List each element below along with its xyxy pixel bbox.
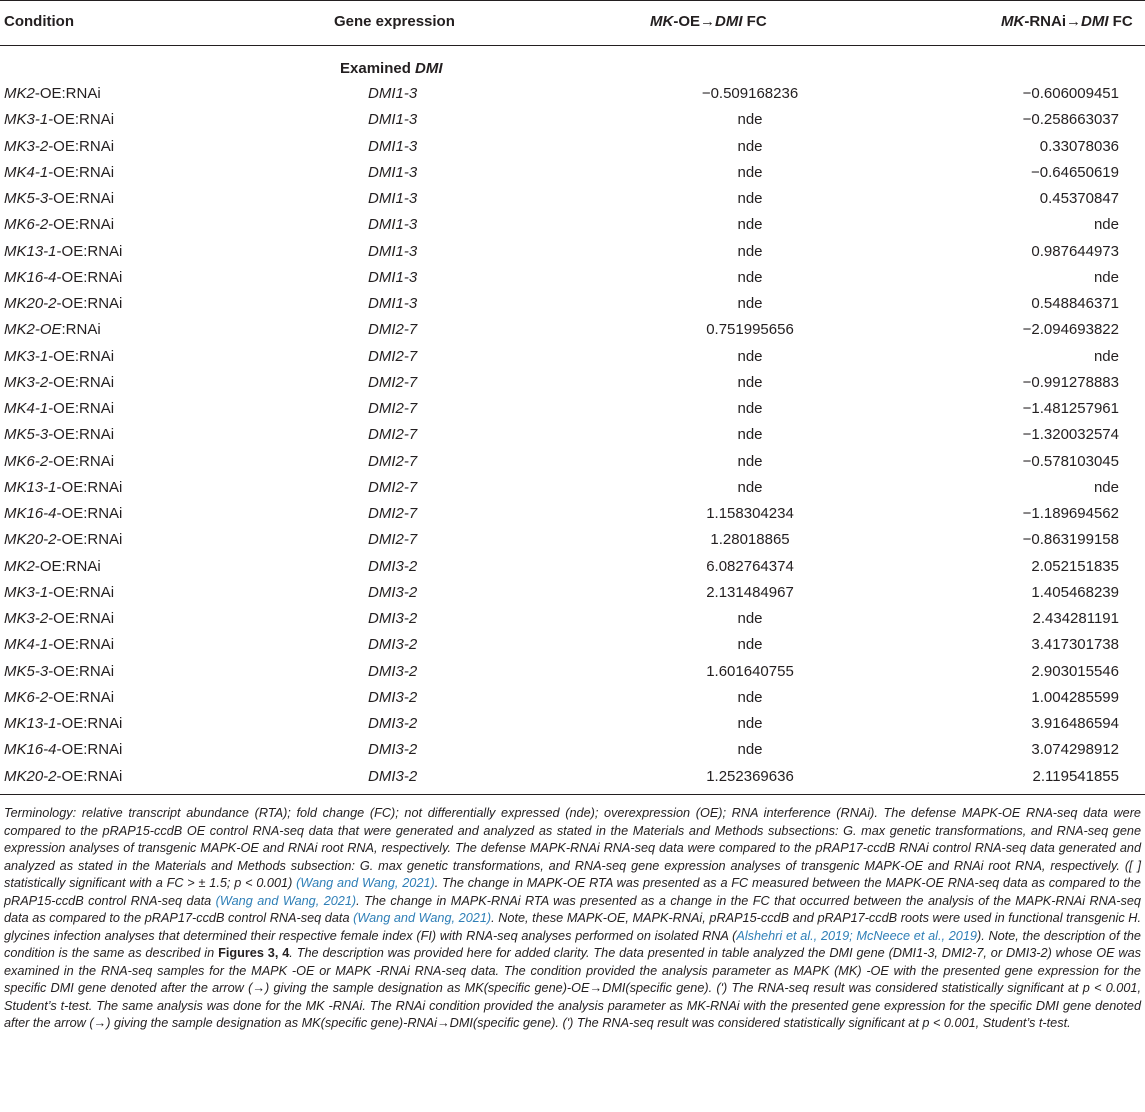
cell-oe-fc: nde [737,190,763,207]
cell-gene-expression: DMI3-2 [368,767,418,785]
cell-oe-fc: nde [737,163,763,181]
table-row [0,502,1145,527]
cell-condition: MK3-1-OE:RNAi [4,583,115,601]
table-row [0,135,1145,160]
cell-rnai-fc: 2.903015546 [1031,662,1119,680]
cell-gene-expression: DMI1-3 [368,85,418,102]
citation-link[interactable]: (Wang and Wang, 2021) [353,911,492,925]
cell-rnai-fc: 2.434281191 [1032,610,1119,627]
cell-rnai-fc: nde [1093,347,1119,365]
cell-oe-fc: 0.751995656 [706,321,794,339]
cell-rnai-fc: nde [1093,216,1119,234]
table-row [0,345,1145,370]
cell-gene-expression: DMI3-2 [368,688,418,706]
cell-condition: MK2-OE:RNAi [4,85,101,102]
cell-condition: MK3-2-OE:RNAi [4,610,115,627]
table-bottom-rule [0,794,1145,795]
citation-link[interactable]: Alshehri et al., 2019; McNeece et al., 2019 [736,928,977,943]
cell-condition: MK13-1-OE:RNAi [4,715,123,732]
cell-condition: MK16-4-OE:RNAi [4,268,123,286]
table-row [0,213,1145,238]
cell-rnai-fc: nde [1093,268,1119,286]
cell-rnai-fc: −0.258663037 [1022,111,1119,129]
subheader-examined-dmi: Examined DMI [340,60,443,77]
table-row [0,187,1145,212]
cell-gene-expression: DMI1-3 [368,190,418,207]
cell-oe-fc: nde [737,715,763,732]
cell-oe-fc: nde [737,426,763,444]
cell-rnai-fc: −0.606009451 [1022,85,1119,102]
cell-oe-fc: nde [737,111,763,129]
table-footnote: Terminology: relative transcript abundance (RTA); fold change (FC); not differentially expressed (nde); overexpression (OE); RNA interference (RNAi). The defense MAPK-OE RNA-seq data were compared to the pRAP15-ccdB OE control RNA-seq data that were generated and analyzed as stated in the Materials and Methods subsections: G. max genetic transformations, and RNA-seq gene expression analyses of transgenic MAPK-OE and RNAi root RNA, respectively. The defense MAPK-RNAi RNA-seq data were compared to the pRAP17-ccdB RNAi control RNA-seq data generated and analyzed as stated in the Materials and Methods subsection: G. max genetic transformations, and RNA-seq gene expression analyses of transgenic MAPK-OE and RNAi root RNA, respectively. ([ ] statistically significant with a FC > ± 1.5; p < 0.001) (Wang and Wang, 2021). The change in MAPK-OE RTA was presented as a FC measured between the MAPK-OE RNA-seq data as compared to the pRAP15-ccdB control RNA-seq data (Wang and Wang, 2021). The change in MAPK-RNAi RTA was presented as a change in the FC that occurred between the analysis of the MAPK-RNAi RNA-seq data as compared to the pRAP17-ccdB control RNA-seq data (Wang and Wang, 2021). Note, these MAPK-OE, MAPK-RNAi, pRAP15-ccdB and pRAP17-ccdB roots were used in functional transgenic H. glycines infection analyses that determined their respective female index (FI) with RNA-seq analyses performed on isolated RNA (Alshehri et al., 2019; McNeece et al., 2019). Note, the description of the condition is the same as described in Figures 3, 4. The description was provided here for added clarity. The data presented in table analyzed the DMI gene (DMI1-3, DMI2-7, or DMI3-2) whose OE was examined in the RNA-seq samples for the MAPK -OE or MAPK -RNAi RNA-seq data. The condition provided the analysis parameter as MAPK (MK) -OE with the presented gene expression for the specific DMI gene denoted after the arrow (→) giving the sample designation as MK(specific gene)-OE→DMI(specific gene). (ʹ) The RNA-seq result was considered statistically significant at p < 0.001, Student’s t-test. The same analysis was done for the MK -RNAi. The RNAi condition provided the analysis parameter as MK-RNAi with the presented gene expression for the specific DMI gene denoted after the arrow (→) giving the sample designation as MK(specific gene)-RNAi→DMI(specific gene). (ʹ) The RNA-seq result was considered statistically significant at p < 0.001, Student’s t-test. [4,806,1141,1030]
cell-gene-expression: DMI2-7 [368,505,418,522]
cell-rnai-fc: 1.004285599 [1031,688,1119,706]
cell-condition: MK16-4-OE:RNAi [4,741,123,759]
cell-oe-fc: nde [737,268,763,286]
table-row [0,476,1145,501]
cell-gene-expression: DMI3-2 [368,557,418,575]
table-row [0,240,1145,265]
cell-oe-fc: 1.601640755 [706,662,794,680]
cell-rnai-fc: 2.119541855 [1032,767,1119,785]
cell-oe-fc: nde [737,295,763,312]
cell-condition: MK5-3-OE:RNAi [4,426,115,444]
table-row [0,371,1145,396]
cell-gene-expression: DMI2-7 [368,531,418,549]
cell-condition: MK6-2-OE:RNAi [4,452,115,470]
cell-gene-expression: DMI2-7 [368,373,418,391]
citation-link[interactable]: (Wang and Wang, 2021) [296,876,435,890]
cell-oe-fc: nde [737,741,763,759]
cell-condition: MK4-1-OE:RNAi [4,400,115,417]
cell-condition: MK4-1-OE:RNAi [4,163,115,181]
cell-oe-fc: nde [737,347,763,365]
table-row [0,266,1145,291]
cell-gene-expression: DMI1-3 [368,216,418,234]
cell-gene-expression: DMI1-3 [368,268,418,286]
cell-condition: MK3-2-OE:RNAi [4,137,115,155]
table-row [0,765,1145,790]
cell-gene-expression: DMI2-7 [368,452,418,470]
cell-gene-expression: DMI3-2 [368,715,418,732]
cell-condition: MK6-2-OE:RNAi [4,688,115,706]
cell-condition: MK13-1-OE:RNAi [4,478,123,496]
table-row [0,633,1145,658]
cell-rnai-fc: 3.074298912 [1031,741,1119,759]
table-row [0,607,1145,632]
table-row [0,108,1145,133]
cell-gene-expression: DMI3-2 [368,636,418,654]
cell-rnai-fc: 2.052151835 [1031,557,1119,575]
cell-gene-expression: DMI2-7 [368,400,418,417]
cell-gene-expression: DMI1-3 [368,163,418,181]
cell-gene-expression: DMI2-7 [368,321,418,339]
cell-gene-expression: DMI3-2 [368,583,418,601]
cell-oe-fc: nde [737,688,763,706]
cell-rnai-fc: 0.548846371 [1031,295,1119,312]
cell-rnai-fc: −0.863199158 [1022,531,1119,549]
cell-condition: MK20-2-OE:RNAi [4,767,123,785]
cell-rnai-fc: 3.916486594 [1031,715,1119,732]
cell-rnai-fc: −1.189694562 [1022,505,1119,522]
cell-rnai-fc: −0.64650619 [1030,163,1119,181]
cell-oe-fc: nde [737,452,763,470]
table-row [0,528,1145,553]
cell-oe-fc: nde [737,373,763,391]
table-row [0,686,1145,711]
cell-gene-expression: DMI3-2 [368,610,418,627]
header-oe-fc: MK-OE→DMI FC [650,13,767,30]
header-gene-expression: Gene expression [334,13,455,30]
cell-gene-expression: DMI3-2 [368,662,418,680]
cell-oe-fc: 1.28018865 [710,531,790,549]
cell-rnai-fc: 0.45370847 [1039,190,1119,207]
cell-gene-expression: DMI3-2 [368,741,418,759]
cell-rnai-fc: 3.417301738 [1031,636,1119,654]
header-condition: Condition [4,13,74,30]
table-row [0,712,1145,737]
table-header-rule [0,45,1145,46]
figure-reference[interactable]: Figures 3, 4 [218,946,290,960]
cell-oe-fc: nde [737,137,763,155]
table-row [0,161,1145,186]
cell-rnai-fc: −1.481257961 [1022,400,1119,417]
cell-oe-fc: nde [737,242,763,260]
cell-gene-expression: DMI1-3 [368,242,418,260]
table-row [0,450,1145,475]
table-top-rule [0,0,1145,1]
table-row [0,82,1145,107]
cell-gene-expression: DMI1-3 [368,137,418,155]
cell-condition: MK2-OE:RNAi [4,557,101,575]
cell-condition: MK20-2-OE:RNAi [4,531,123,549]
table-row [0,581,1145,606]
table-row [0,738,1145,763]
cell-rnai-fc: 0.987644973 [1031,242,1119,260]
cell-condition: MK3-2-OE:RNAi [4,373,115,391]
cell-condition: MK3-1-OE:RNAi [4,347,115,365]
cell-oe-fc: nde [737,478,763,496]
cell-condition: MK16-4-OE:RNAi [4,505,123,522]
cell-oe-fc: nde [737,610,763,627]
cell-oe-fc: −0.509168236 [701,85,799,102]
cell-gene-expression: DMI1-3 [368,295,418,312]
cell-condition: MK3-1-OE:RNAi [4,111,115,129]
cell-condition: MK5-3-OE:RNAi [4,662,115,680]
header-rnai-fc: MK-RNAi→DMI FC [1001,13,1133,30]
cell-condition: MK2-OE:RNAi [4,321,101,339]
cell-rnai-fc: −0.991278883 [1022,373,1119,391]
cell-condition: MK4-1-OE:RNAi [4,636,115,654]
cell-gene-expression: DMI2-7 [368,426,418,444]
cell-gene-expression: DMI2-7 [368,347,418,365]
table-row [0,318,1145,343]
cell-oe-fc: 1.158304234 [706,505,794,522]
cell-rnai-fc: −0.578103045 [1022,452,1119,470]
cell-rnai-fc: −2.094693822 [1022,321,1119,339]
cell-rnai-fc: −1.320032574 [1022,426,1119,444]
table-row [0,423,1145,448]
cell-rnai-fc: 1.405468239 [1031,583,1119,601]
cell-condition: MK5-3-OE:RNAi [4,190,115,207]
cell-rnai-fc: 0.33078036 [1039,137,1119,155]
table-row [0,660,1145,685]
cell-oe-fc: nde [737,400,763,417]
table-row [0,397,1145,422]
cell-rnai-fc: nde [1093,478,1119,496]
cell-oe-fc: nde [737,216,763,234]
citation-link[interactable]: (Wang and Wang, 2021) [215,893,357,908]
cell-oe-fc: nde [737,636,763,654]
cell-oe-fc: 2.131484967 [706,583,794,601]
cell-oe-fc: 1.252369636 [706,767,794,785]
cell-gene-expression: DMI2-7 [368,478,418,496]
cell-condition: MK6-2-OE:RNAi [4,216,115,234]
cell-gene-expression: DMI1-3 [368,111,418,129]
cell-condition: MK13-1-OE:RNAi [4,242,123,260]
cell-condition: MK20-2-OE:RNAi [4,295,123,312]
table-row [0,292,1145,317]
cell-oe-fc: 6.082764374 [706,557,794,575]
table-row [0,555,1145,580]
